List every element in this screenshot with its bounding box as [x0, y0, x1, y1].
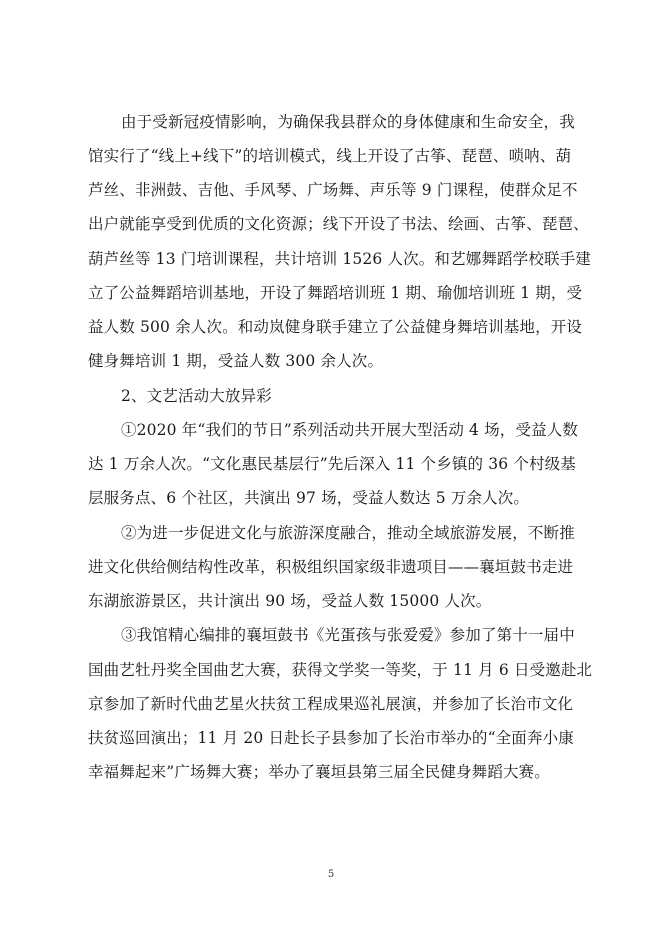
- paragraph-1-line-6: 立了公益舞蹈培训基地，开设了舞蹈培训班 1 期、瑜伽培训班 1 期，受: [88, 284, 583, 302]
- paragraph-1-line-1: 由于受新冠疫情影响，为确保我县群众的身体健康和生命安全，我: [121, 113, 575, 131]
- paragraph-1-line-7: 益人数 500 余人次。和动岚健身联手建立了公益健身舞培训基地，开设: [88, 318, 583, 336]
- paragraph-1-line-8: 健身舞培训 1 期，受益人数 300 余人次。: [88, 352, 384, 370]
- item-2-line-2: 进文化供给侧结构性改革，积极组织国家级非遗项目——襄垣鼓书走进: [88, 558, 574, 576]
- paragraph-1-line-3: 芦丝、非洲鼓、吉他、手风琴、广场舞、声乐等 9 门课程，使群众足不: [88, 181, 578, 199]
- item-3-line-1: ③我馆精心编排的襄垣鼓书《光蛋孩与张爱爱》参加了第十一届中: [121, 626, 575, 644]
- item-2-line-3: 东湖旅游景区，共计演出 90 场，受益人数 15000 人次。: [88, 592, 492, 610]
- paragraph-1-line-2: 馆实行了“线上+线下”的培训模式，线上开设了古筝、琵琶、唢呐、葫: [88, 147, 572, 165]
- paragraph-1-line-5: 葫芦丝等 13 门培训课程，共计培训 1526 人次。和艺娜舞蹈学校联手建: [88, 250, 591, 268]
- section-heading: 2、文艺活动大放异彩: [121, 387, 272, 405]
- item-3-line-5: 幸福舞起来”广场舞大赛；举办了襄垣县第三届全民健身舞蹈大赛。: [88, 763, 550, 781]
- item-1-line-1: ①2020 年“我们的节日”系列活动共开展大型活动 4 场，受益人数: [121, 421, 579, 439]
- item-1-line-3: 层服务点、6 个社区，共演出 97 场，受益人数达 5 万余人次。: [88, 489, 530, 507]
- item-3-line-2: 国曲艺牡丹奖全国曲艺大赛，获得文学奖一等奖，于 11 月 6 日受邀赴北: [88, 661, 593, 679]
- paragraph-1-line-4: 出户就能享受到优质的文化资源；线下开设了书法、绘画、古筝、琵琶、: [88, 215, 589, 233]
- item-3-line-3: 京参加了新时代曲艺星火扶贫工程成果巡礼展演，并参加了长治市文化: [88, 695, 574, 713]
- item-3-line-4: 扶贫巡回演出；11 月 20 日赴长子县参加了长治市举办的“全面奔小康: [88, 729, 574, 747]
- item-2-line-1: ②为进一步促进文化与旅游深度融合，推动全域旅游发展，不断推: [121, 524, 575, 542]
- item-1-line-2: 达 1 万余人次。“文化惠民基层行”先后深入 11 个乡镇的 36 个村级基: [88, 455, 576, 473]
- page-number: 5: [327, 869, 335, 880]
